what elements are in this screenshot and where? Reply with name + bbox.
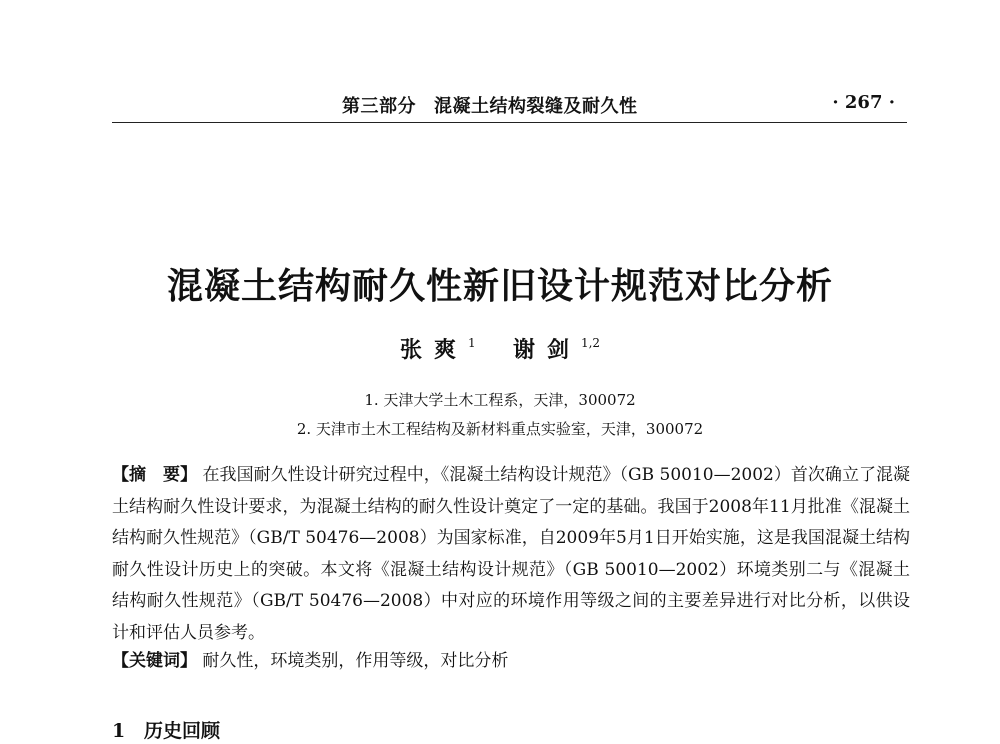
paper-title: 混凝土结构耐久性新旧设计规范对比分析 xyxy=(166,265,833,307)
running-head xyxy=(112,86,907,123)
abstract xyxy=(112,460,910,649)
keywords xyxy=(112,646,910,676)
author-list xyxy=(0,333,1000,364)
abstract-label: 【摘 要】 xyxy=(112,465,198,485)
affiliation-2: 2. 天津市土木工程结构及新材料重点实验室，天津，300072 xyxy=(296,420,704,438)
abstract-text: 在我国耐久性设计研究过程中，《混凝土结构设计规范》（GB 50010—2002）首次确立了混凝土结构耐久性设计要求，为混凝土结构的耐久性设计奠定了一定的基础。我国于2008年11月批准《混凝土结构耐久性规范》（GB/T 50476—2008）为国家标准，自2009年5月1日开始实施，这是我国混凝土结构耐久性设计历史上的突破。本文将《混凝土结构设计规范》（GB 50010—2002）环境类别二与《混凝土结构耐久性规范》（GB/T 50476—2008）中对应的环境作用等级之间的主要差异进行对比分析，以供设计和评估人员参考。 xyxy=(112,465,911,643)
author-name: 张爽 xyxy=(399,337,468,363)
keywords-label: 【关键词】 xyxy=(112,651,197,671)
author-name: 谢剑 xyxy=(512,337,581,363)
page-number: · 267 · xyxy=(832,92,895,113)
running-head-part: 第三部分 xyxy=(342,96,416,117)
author-affiliation-mark: 1 xyxy=(467,336,476,350)
affiliation-1: 1. 天津大学土木工程系，天津，300072 xyxy=(364,391,636,409)
author-affiliation-mark: 1,2 xyxy=(580,336,601,350)
section-number: 1 xyxy=(112,720,126,742)
keywords-text: 耐久性，环境类别，作用等级，对比分析 xyxy=(202,651,509,671)
section-heading xyxy=(112,716,220,743)
running-head-section xyxy=(342,92,638,118)
running-head-title: 混凝土结构裂缝及耐久性 xyxy=(434,96,638,117)
section-title: 历史回顾 xyxy=(144,720,221,742)
